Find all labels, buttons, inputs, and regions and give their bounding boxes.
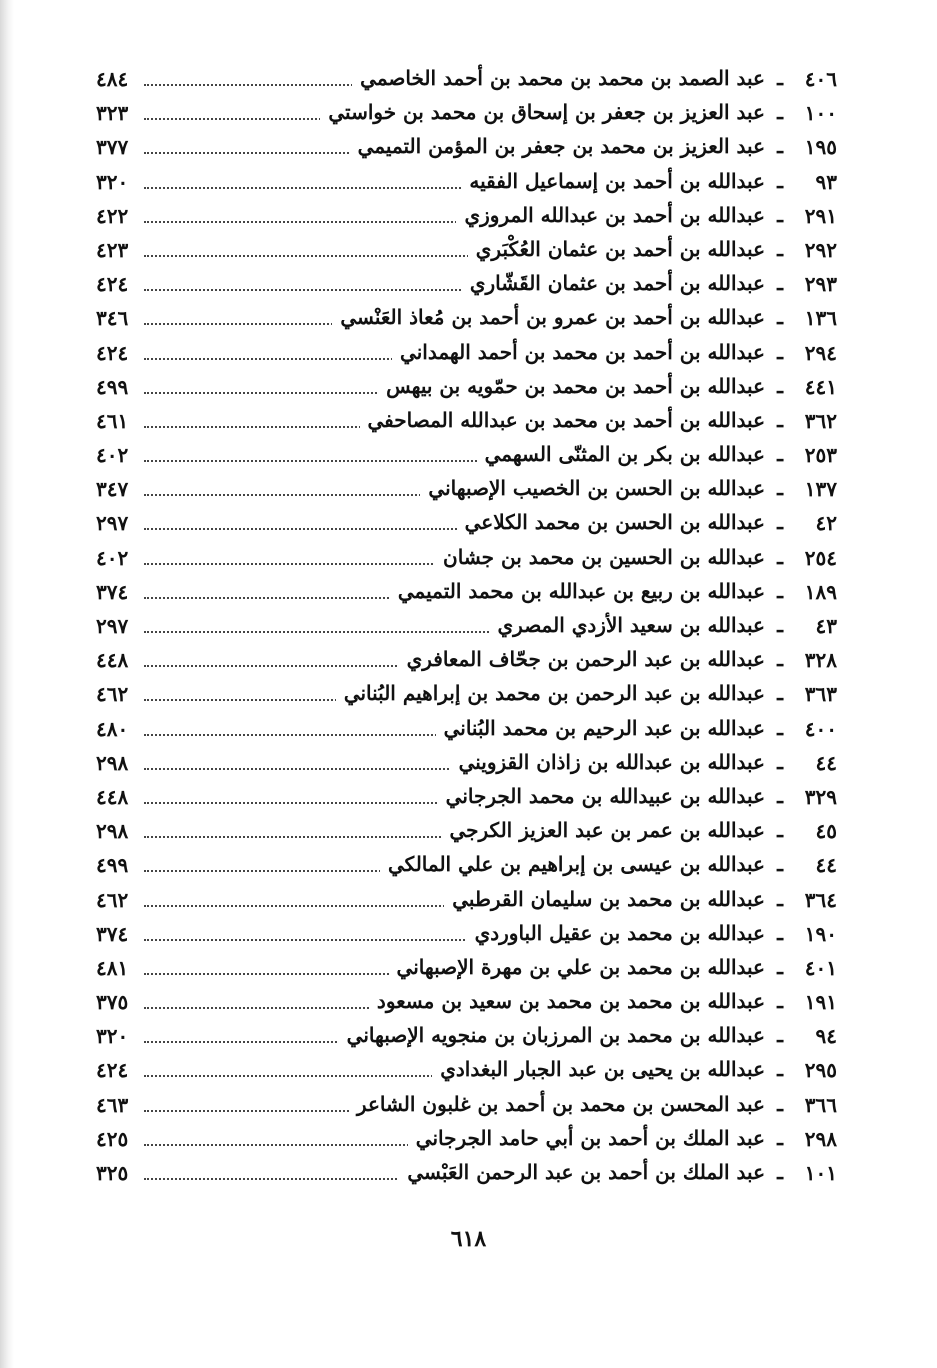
index-entry — [0, 714, 937, 748]
entry-dash: ـ — [777, 544, 783, 569]
entry-name: عبدالله بن محمد بن محمد بن سعيد بن مسعود — [369, 989, 765, 1013]
index-entry — [0, 782, 937, 816]
entry-page: ٤٨٠ — [96, 716, 129, 741]
entry-page: ٣٢٣ — [96, 101, 129, 126]
entry-dash: ـ — [777, 681, 783, 706]
index-entry — [0, 611, 937, 645]
index-entry — [0, 303, 937, 337]
entry-name: عبدالله بن الحسن بن الخصيب الإصبهاني — [420, 476, 765, 500]
index-entry — [0, 235, 937, 269]
entry-dash: ـ — [777, 1091, 783, 1116]
entry-dash: ـ — [777, 715, 783, 740]
entry-name: عبدالله بن الحسين بن محمد بن جشان — [435, 545, 765, 569]
index-entry — [0, 98, 937, 132]
entry-dash: ـ — [777, 339, 783, 364]
entry-number: ٤٠١ — [804, 955, 837, 980]
entry-number: ٢٩٣ — [804, 272, 837, 297]
index-entry — [0, 543, 937, 577]
entry-number: ٩٤ — [815, 1024, 837, 1049]
entry-name: عبدالله بن أحمد بن عثمان القَشّاري — [462, 271, 765, 295]
entry-number: ٢٩٢ — [804, 237, 837, 262]
entry-number: ٣٦٤ — [804, 887, 837, 912]
entry-number: ٣٢٨ — [804, 648, 837, 673]
entry-number: ٢٥٤ — [804, 545, 837, 570]
entry-number: ٢٩٨ — [804, 1126, 837, 1151]
entry-page: ٤٢٢ — [96, 203, 129, 228]
entry-page: ٤٩٩ — [96, 374, 129, 399]
entry-number: ٤٠٠ — [804, 716, 837, 741]
entry-name: عبد الملك بن أحمد بن أبي حامد الجرجاني — [408, 1126, 765, 1150]
entry-page: ٤٦١ — [96, 408, 129, 433]
entry-dash: ـ — [777, 989, 783, 1014]
index-entry — [0, 645, 937, 679]
entry-number: ٤٤ — [815, 853, 837, 878]
entry-number: ١٩٥ — [804, 135, 837, 160]
entry-name: عبد العزيز بن محمد بن جعفر بن المؤمن التميمي — [350, 134, 765, 158]
entry-name: عبدالله بن محمد بن المرزبان بن منجويه الإصبهاني — [339, 1023, 765, 1047]
entry-page: ٣٧٤ — [96, 921, 129, 946]
entry-name: عبدالله بن أحمد بن عثمان العُكْبَري — [468, 237, 765, 261]
entry-number: ٣٦٦ — [804, 1092, 837, 1117]
entry-dash: ـ — [777, 305, 783, 330]
index-entry — [0, 1158, 937, 1192]
index-entry — [0, 850, 937, 884]
entry-dash: ـ — [777, 818, 783, 843]
entry-page: ٤٨٤ — [96, 67, 129, 91]
entry-page: ٤٦٣ — [96, 1092, 129, 1117]
entry-name: عبدالله بن بكر بن المثنّى السهمي — [477, 442, 765, 466]
index-entry — [0, 953, 937, 987]
entry-dash: ـ — [777, 236, 783, 261]
entry-page: ٤٦٢ — [96, 887, 129, 912]
entry-number: ١٠١ — [804, 1161, 837, 1185]
index-entry — [0, 508, 937, 542]
entry-page: ٢٩٨ — [96, 750, 129, 775]
entry-dash: ـ — [777, 407, 783, 432]
entry-dash: ـ — [777, 954, 783, 979]
entry-name: عبدالله بن عبد الرحمن بن جحّاف المعافري — [399, 647, 765, 671]
entry-dash: ـ — [777, 476, 783, 501]
index-entry — [0, 167, 937, 201]
entry-number: ٢٥٣ — [804, 443, 837, 468]
entry-page: ٣٧٥ — [96, 990, 129, 1015]
entry-page: ٢٩٧ — [96, 614, 129, 638]
entry-dash: ـ — [777, 783, 783, 808]
entry-number: ١٣٦ — [804, 306, 837, 331]
index-entry — [0, 816, 937, 850]
entry-number: ٢٩٥ — [804, 1058, 837, 1083]
entry-page: ٣٢٠ — [96, 169, 129, 194]
entry-dash: ـ — [777, 442, 783, 467]
entry-dash: ـ — [777, 271, 783, 296]
entry-dash: ـ — [777, 510, 783, 535]
entry-name: عبدالله بن أحمد بن عبدالله المروزي — [456, 203, 765, 227]
entry-dash: ـ — [777, 1057, 783, 1082]
entry-name: عبد المحسن بن محمد بن أحمد بن غلبون الشاعر — [349, 1092, 765, 1116]
entry-number: ٢٩١ — [804, 203, 837, 228]
index-entry — [0, 406, 937, 440]
index-entry — [0, 338, 937, 372]
entry-number: ٤٤١ — [804, 374, 837, 399]
entry-dash: ـ — [777, 134, 783, 159]
entry-number: ٤٠٦ — [804, 67, 837, 91]
index-entry — [0, 64, 937, 98]
entry-dash: ـ — [777, 168, 783, 193]
entry-dash: ـ — [777, 1160, 783, 1184]
page-number: ٦١٨ — [450, 1226, 487, 1252]
entry-name: عبدالله بن عيسى بن إبراهيم بن علي المالكي — [380, 852, 765, 876]
index-entry — [0, 1090, 937, 1124]
entry-number: ٣٦٢ — [804, 408, 837, 433]
entry-name: عبد الصمد بن محمد بن محمد بن أحمد الخاصمي — [352, 66, 765, 90]
index-entry — [0, 919, 937, 953]
entry-name: عبدالله بن محمد بن علي بن مهرة الإصبهاني — [389, 955, 765, 979]
entry-number: ١٨٩ — [804, 579, 837, 604]
entry-page: ٤٢٤ — [96, 1058, 129, 1083]
entry-page: ٤٤٨ — [96, 784, 129, 809]
entry-name: عبدالله بن عبدالله بن زاذان القزويني — [451, 750, 765, 774]
entry-name: عبدالله بن عبيدالله بن محمد الجرجاني — [438, 784, 765, 808]
entry-number: ٣٦٣ — [804, 682, 837, 707]
entry-dash: ـ — [777, 66, 783, 90]
entry-page: ٤٦٢ — [96, 682, 129, 707]
entry-name: عبدالله بن أحمد بن محمد بن عبدالله المصاحفي — [360, 408, 766, 432]
index-entry — [0, 132, 937, 166]
entry-name: عبد العزيز بن جعفر بن إسحاق بن محمد بن خواستي — [320, 100, 765, 124]
entry-dash: ـ — [777, 578, 783, 603]
index-entry — [0, 987, 937, 1021]
entry-number: ٤٣ — [815, 614, 837, 638]
entry-number: ١٩٠ — [804, 921, 837, 946]
entry-name: عبدالله بن أحمد بن عمرو بن أحمد بن مُعاذ العَنْسي — [332, 305, 765, 329]
entry-dash: ـ — [777, 1023, 783, 1048]
index-entry — [0, 679, 937, 713]
entry-dash: ـ — [777, 100, 783, 125]
entry-page: ٤٠٢ — [96, 443, 129, 468]
entry-number: ٤٢ — [815, 511, 837, 536]
index-entry — [0, 269, 937, 303]
entry-name: عبدالله بن سعيد الأزدي المصري — [490, 613, 765, 637]
entry-number: ٢٩٤ — [804, 340, 837, 365]
entry-dash: ـ — [777, 852, 783, 877]
entry-page: ٤٤٨ — [96, 648, 129, 673]
entry-page: ٣٤٦ — [96, 306, 129, 331]
index-list — [0, 64, 937, 1192]
entry-dash: ـ — [777, 202, 783, 227]
entry-page: ٤٨١ — [96, 955, 129, 980]
entry-number: ٤٤ — [815, 750, 837, 775]
entry-dash: ـ — [777, 373, 783, 398]
entry-page: ٣٢٥ — [96, 1161, 129, 1185]
entry-name: عبدالله بن أحمد بن محمد بن حمّويه بن بيهس — [378, 374, 765, 398]
index-entry — [0, 1124, 937, 1158]
entry-page: ٣٧٧ — [96, 135, 129, 160]
entry-name: عبدالله بن ربيع بن عبدالله بن محمد التميمي — [390, 579, 765, 603]
index-entry — [0, 1021, 937, 1055]
entry-dash: ـ — [777, 920, 783, 945]
entry-name: عبدالله بن يحيى بن عبد الجبار البغدادي — [432, 1057, 765, 1081]
entry-page: ٤٢٤ — [96, 272, 129, 297]
index-entry — [0, 372, 937, 406]
entry-page: ٤٠٢ — [96, 545, 129, 570]
entry-dash: ـ — [777, 647, 783, 672]
entry-dash: ـ — [777, 613, 783, 637]
entry-name: عبدالله بن محمد بن عقيل الباوردي — [467, 921, 765, 945]
entry-name: عبدالله بن الحسن بن محمد الكلاعي — [457, 510, 765, 534]
entry-number: ٤٥ — [815, 819, 837, 844]
entry-dash: ـ — [777, 886, 783, 911]
entry-name: عبد الملك بن أحمد بن عبد الرحمن العَبْسي — [399, 1160, 765, 1184]
entry-name: عبدالله بن محمد بن سليمان القرطبي — [444, 887, 765, 911]
index-entry — [0, 474, 937, 508]
entry-dash: ـ — [777, 1125, 783, 1150]
entry-page: ٤٢٣ — [96, 237, 129, 262]
entry-page: ٢٩٧ — [96, 511, 129, 536]
index-entry — [0, 748, 937, 782]
entry-number: ١٩١ — [804, 990, 837, 1015]
entry-name: عبدالله بن أحمد بن إسماعيل الفقيه — [461, 169, 765, 193]
entry-name: عبدالله بن عبد الرحيم بن محمد البُناني — [436, 716, 765, 740]
entry-page: ٣٢٠ — [96, 1024, 129, 1049]
index-entry — [0, 440, 937, 474]
entry-number: ٩٣ — [815, 169, 837, 194]
index-entry — [0, 885, 937, 919]
entry-name: عبدالله بن عبد الرحمن بن محمد بن إبراهيم البُناني — [336, 681, 765, 705]
entry-number: ١٠٠ — [804, 101, 837, 126]
entry-number: ٣٢٩ — [804, 784, 837, 809]
entry-page: ٢٩٨ — [96, 819, 129, 844]
entry-page: ٤٩٩ — [96, 853, 129, 878]
entry-page: ٤٢٤ — [96, 340, 129, 365]
entry-page: ٣٤٧ — [96, 477, 129, 502]
entry-page: ٣٧٤ — [96, 579, 129, 604]
index-entry — [0, 577, 937, 611]
entry-number: ١٣٧ — [804, 477, 837, 502]
entry-name: عبدالله بن عمر بن عبد العزيز الكرجي — [441, 818, 765, 842]
entry-name: عبدالله بن أحمد بن محمد بن أحمد الهمداني — [392, 340, 765, 364]
index-entry — [0, 1055, 937, 1089]
index-entry — [0, 201, 937, 235]
entry-dash: ـ — [777, 749, 783, 774]
entry-page: ٤٢٥ — [96, 1126, 129, 1151]
